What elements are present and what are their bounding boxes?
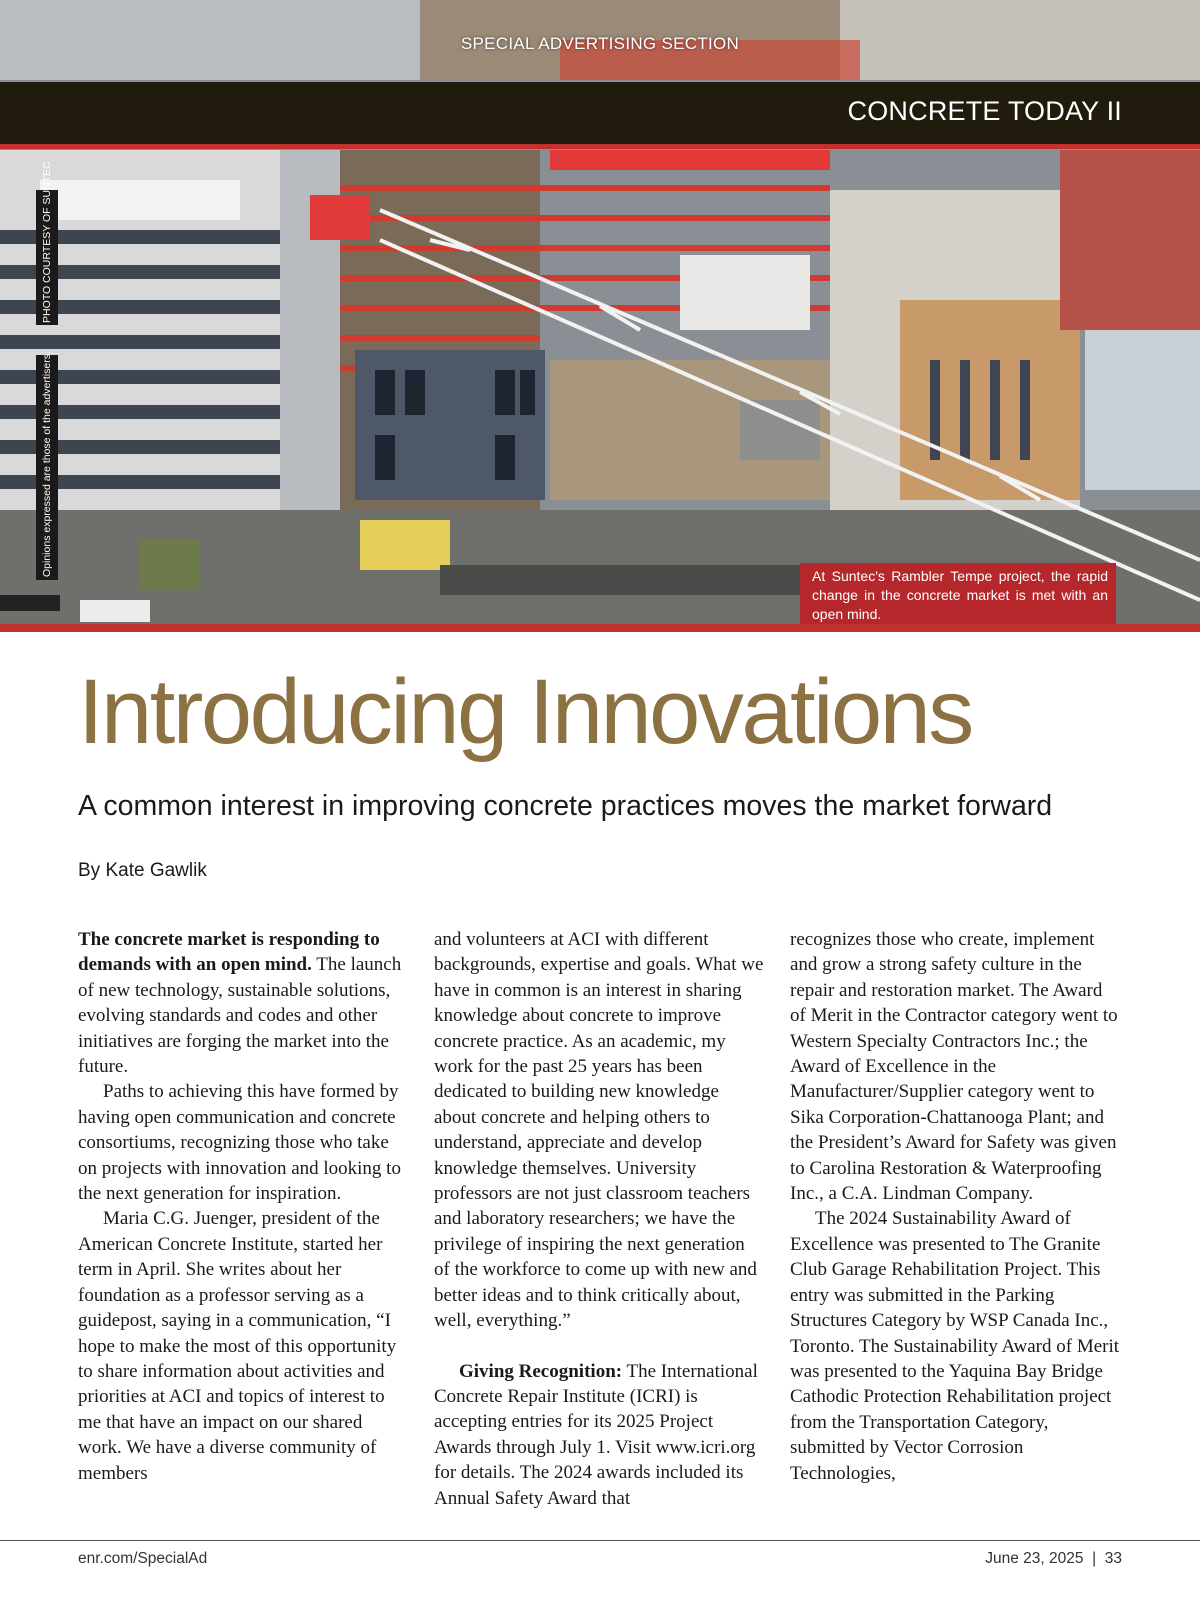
section-banner [0, 82, 1200, 149]
paragraph-lead [78, 927, 408, 1079]
footer-date-page: June 23, 2025 | 33 [985, 1550, 1122, 1567]
subhead-giving-recognition: Giving Recognition: [459, 1360, 623, 1382]
lead-text: The launch of new technology, sustainable solutions, evolving standards and codes and other initiatives are forging the market into the future. [78, 954, 402, 1078]
paragraph-text: The International Concrete Repair Institute (ICRI) is accepting entries for its 2025 Project Awards through July 1. Visit www.icri.org for details. The 2024 awards included its Annual Safety Award that [434, 1360, 758, 1509]
article-column-1 [78, 927, 408, 1486]
article-column-2 [434, 927, 764, 1511]
lead-bold: The concrete market is responding to demands with an open mind. [78, 929, 380, 976]
paragraph: and volunteers at ACI with different backgrounds, expertise and goals. What we have in common is an interest in sharing knowledge about concrete to improve concrete practice. As an academic, my work for the past 25 years has been dedicated to building new knowledge about concrete and helping others to understand, appreciate and develop knowledge themselves. University professors are not just classroom teachers and laboratory researchers; we have the privilege of inspiring the next generation of the workforce to come up with new and better ideas and to think critically about, well, everything.” [434, 929, 764, 1332]
byline: By Kate Gawlik [78, 860, 207, 881]
advertiser-disclaimer: Opinions expressed are those of the advertisers. [41, 351, 53, 577]
paragraph: The 2024 Sustainability Award of Excellence was presented to The Granite Club Garage Rehabilitation Project. This entry was submitted in the Parking Structures Category by WSP Canada Inc., Toronto. The Sustainability Award of Merit was presented to the Yaquina Bay Bridge Cathodic Protection Rehabilitation project from the Transportation Category, submitted by Vector Corrosion Technologies, [790, 1208, 1120, 1484]
photo-credit: PHOTO COURTESY OF SUNTEC [41, 161, 53, 323]
paragraph-giving-recognition [434, 1359, 764, 1511]
footer-rule [0, 1540, 1200, 1541]
paragraph: recognizes those who create, implement and grow a strong safety culture in the repair and restoration market. The Award of Merit in the Contractor category went to Western Specialty Contractors Inc.; the Award of Excellence in the Manufacturer/Supplier category went to Sika Corporation-Chattanooga Plant; and the President’s Award for Safety was given to Carolina Restoration & Waterproofing Inc., a C.A. Lindman Company. [790, 929, 1118, 1205]
photo-bottom-rule [0, 624, 1200, 632]
article-column-3 [790, 927, 1120, 1486]
section-title: CONCRETE TODAY II [847, 96, 1122, 126]
photo-caption: At Suntec's Rambler Tempe project, the rapid change in the concrete market is met with an open mind. [800, 563, 1116, 630]
photo-credit-box [36, 161, 58, 325]
footer-url: enr.com/SpecialAd [78, 1550, 208, 1567]
paragraph: Paths to achieving this have formed by having open communication and concrete consortiums, recognizing those who take on projects with innovation and looking to the next generation for inspiration. [78, 1081, 401, 1205]
paragraph: Maria C.G. Juenger, president of the American Concrete Institute, started her term in April. She writes about her foundation as a professor serving as a guidepost, saying in a communication, “I hope to make the most of this opportunity to share information about activities and priorities at ACI and topics of interest to me that have an impact on our shared work. We have a diverse community of members [78, 1208, 397, 1484]
headline: Introducing Innovations [78, 661, 972, 763]
special-advertising-label: SPECIAL ADVERTISING SECTION [460, 34, 740, 53]
deck: A common interest in improving concrete practices moves the market forward [78, 790, 1053, 822]
disclaimer-box [36, 351, 58, 580]
